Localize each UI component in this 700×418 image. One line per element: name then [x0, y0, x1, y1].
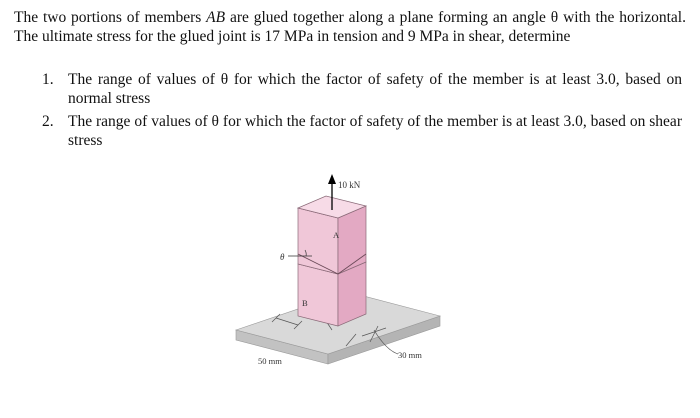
question-text	[68, 70, 682, 108]
load-label: 10 kN	[338, 180, 361, 190]
question-text-part: for which the factor of safety of the member is at least 3.0, based on shear stress	[68, 113, 682, 149]
theta-symbol: θ	[220, 71, 229, 88]
theta-label: θ	[280, 252, 285, 262]
question-number: 2.	[42, 113, 54, 130]
question-text	[68, 112, 682, 150]
point-b-label: B	[302, 298, 308, 308]
question-item-1	[42, 70, 682, 108]
member-label-ab: AB	[206, 9, 226, 26]
dim-30-label: 30 mm	[398, 350, 422, 360]
dim-50-label: 50 mm	[258, 356, 282, 366]
question-text-part: for which the factor of safety of the member is at least 3.0, based on normal stress	[68, 71, 682, 107]
question-text-part: The range of values of	[68, 113, 212, 130]
point-a-label: A	[333, 230, 340, 240]
theta-symbol: θ	[550, 9, 559, 26]
intro-text-part: are glued together along a plane forming an angle	[225, 9, 551, 26]
question-item-2	[42, 112, 682, 150]
theta-symbol: θ	[211, 113, 219, 130]
question-text-part: The range of values of	[68, 71, 221, 88]
member-lower-front	[298, 264, 338, 326]
member-figure	[228, 168, 448, 378]
intro-text-part: The two portions of members	[14, 9, 207, 26]
intro-text-part: with the horizontal. The ultimate stress for the glued joint is 17 MPa in tension and 9 MPa in shear, determine	[14, 9, 686, 45]
member-diagram	[228, 168, 448, 378]
question-number: 1.	[42, 71, 54, 88]
problem-statement	[14, 8, 686, 46]
